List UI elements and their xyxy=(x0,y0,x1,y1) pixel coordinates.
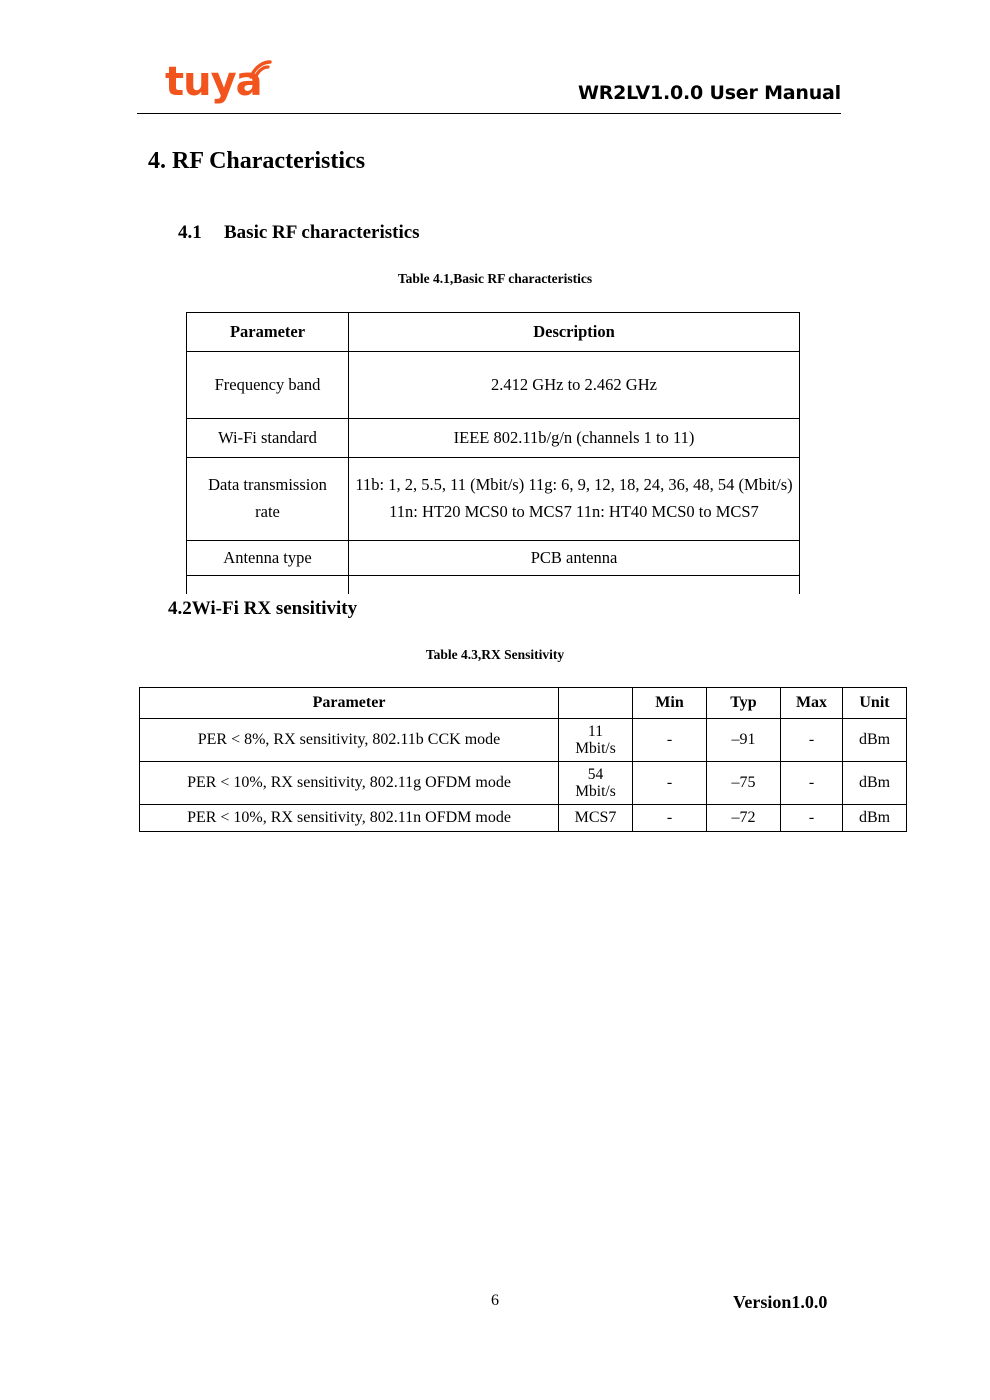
cell-min: - xyxy=(633,762,707,805)
column-header-max: Max xyxy=(781,688,843,719)
column-header-description: Description xyxy=(349,313,800,352)
cell-rate: MCS7 xyxy=(559,805,633,832)
table-header-row xyxy=(187,313,800,352)
rate-value: 11 xyxy=(588,722,603,740)
column-header-rate xyxy=(559,688,633,719)
cell-min: - xyxy=(633,805,707,832)
cell-description: IEEE 802.11b/g/n (channels 1 to 11) xyxy=(349,419,800,458)
cell-typ: –72 xyxy=(707,805,781,832)
column-header-parameter: Parameter xyxy=(140,688,559,719)
cell-parameter: Antenna type xyxy=(187,541,349,576)
rate-unit: Mbit/s xyxy=(575,783,616,800)
table-row xyxy=(140,805,907,832)
subsection-number-4-1: 4.1 xyxy=(178,222,202,243)
table-row xyxy=(140,762,907,805)
cell-unit: dBm xyxy=(843,805,907,832)
cell-max: - xyxy=(781,762,843,805)
cell-unit: dBm xyxy=(843,762,907,805)
cell-typ: –75 xyxy=(707,762,781,805)
table-row xyxy=(187,458,800,541)
wifi-arc-icon xyxy=(249,60,273,80)
table-4-1-container xyxy=(186,312,800,567)
table-4-3-caption: Table 4.3,RX Sensitivity xyxy=(425,647,565,662)
rate-value: 54 xyxy=(587,765,604,783)
table-4-1-caption: Table 4.1,Basic RF characteristics xyxy=(397,271,593,286)
cell-parameter: PER < 10%, RX sensitivity, 802.11n OFDM mode xyxy=(140,805,559,832)
document-version: Version1.0.0 xyxy=(733,1292,828,1312)
table-row xyxy=(187,419,800,458)
cell-rate xyxy=(559,719,633,762)
table-header-row xyxy=(140,688,907,719)
page-number: 6 xyxy=(491,1292,499,1309)
cell-parameter: PER < 8%, RX sensitivity, 802.11b CCK mode xyxy=(140,719,559,762)
cell-unit: dBm xyxy=(843,719,907,762)
subsection-heading-4-2: 4.2Wi-Fi RX sensitivity xyxy=(168,598,358,619)
cell-parameter xyxy=(187,458,349,541)
table-4-1 xyxy=(186,312,800,594)
tuya-logo-text: tuya xyxy=(165,59,262,105)
cell-min: - xyxy=(633,719,707,762)
cell-parameter: PER < 10%, RX sensitivity, 802.11g OFDM mode xyxy=(140,762,559,805)
table-row xyxy=(187,541,800,576)
column-header-unit: Unit xyxy=(843,688,907,719)
cell-parameter-line2: rate xyxy=(255,502,280,521)
subsection-heading-4-1 xyxy=(178,222,420,244)
cell-rate xyxy=(559,762,633,805)
cell-description: 11b: 1, 2, 5.5, 11 (Mbit/s) 11g: 6, 9, 12, 18, 24, 36, 48, 54 (Mbit/s) 11n: HT20 MCS0 to MCS7 11n: HT40 MCS0 to MCS7 xyxy=(349,458,800,541)
subsection-title-4-1: Basic RF characteristics xyxy=(224,222,420,243)
cell-parameter: Frequency band xyxy=(187,352,349,419)
table-4-3 xyxy=(139,687,907,832)
page-header xyxy=(137,52,841,114)
cell-empty xyxy=(187,576,349,595)
cell-description: 2.412 GHz to 2.462 GHz xyxy=(349,352,800,419)
column-header-parameter: Parameter xyxy=(187,313,349,352)
table-row xyxy=(140,719,907,762)
section-heading-4: 4. RF Characteristics xyxy=(148,148,366,174)
cell-max: - xyxy=(781,805,843,832)
rate-unit: Mbit/s xyxy=(575,740,616,757)
column-header-typ: Typ xyxy=(707,688,781,719)
cell-empty xyxy=(349,576,800,595)
header-divider xyxy=(137,113,841,114)
column-header-min: Min xyxy=(633,688,707,719)
cell-typ: –91 xyxy=(707,719,781,762)
table-row xyxy=(187,352,800,419)
tuya-logo xyxy=(165,56,285,108)
table-4-3-container xyxy=(139,687,906,832)
cell-description: PCB antenna xyxy=(349,541,800,576)
cell-parameter-line1: Data transmission xyxy=(208,475,327,495)
document-title: WR2LV1.0.0 User Manual xyxy=(577,82,841,104)
table-row-clipped xyxy=(187,576,800,595)
cell-parameter: Wi-Fi standard xyxy=(187,419,349,458)
cell-max: - xyxy=(781,719,843,762)
